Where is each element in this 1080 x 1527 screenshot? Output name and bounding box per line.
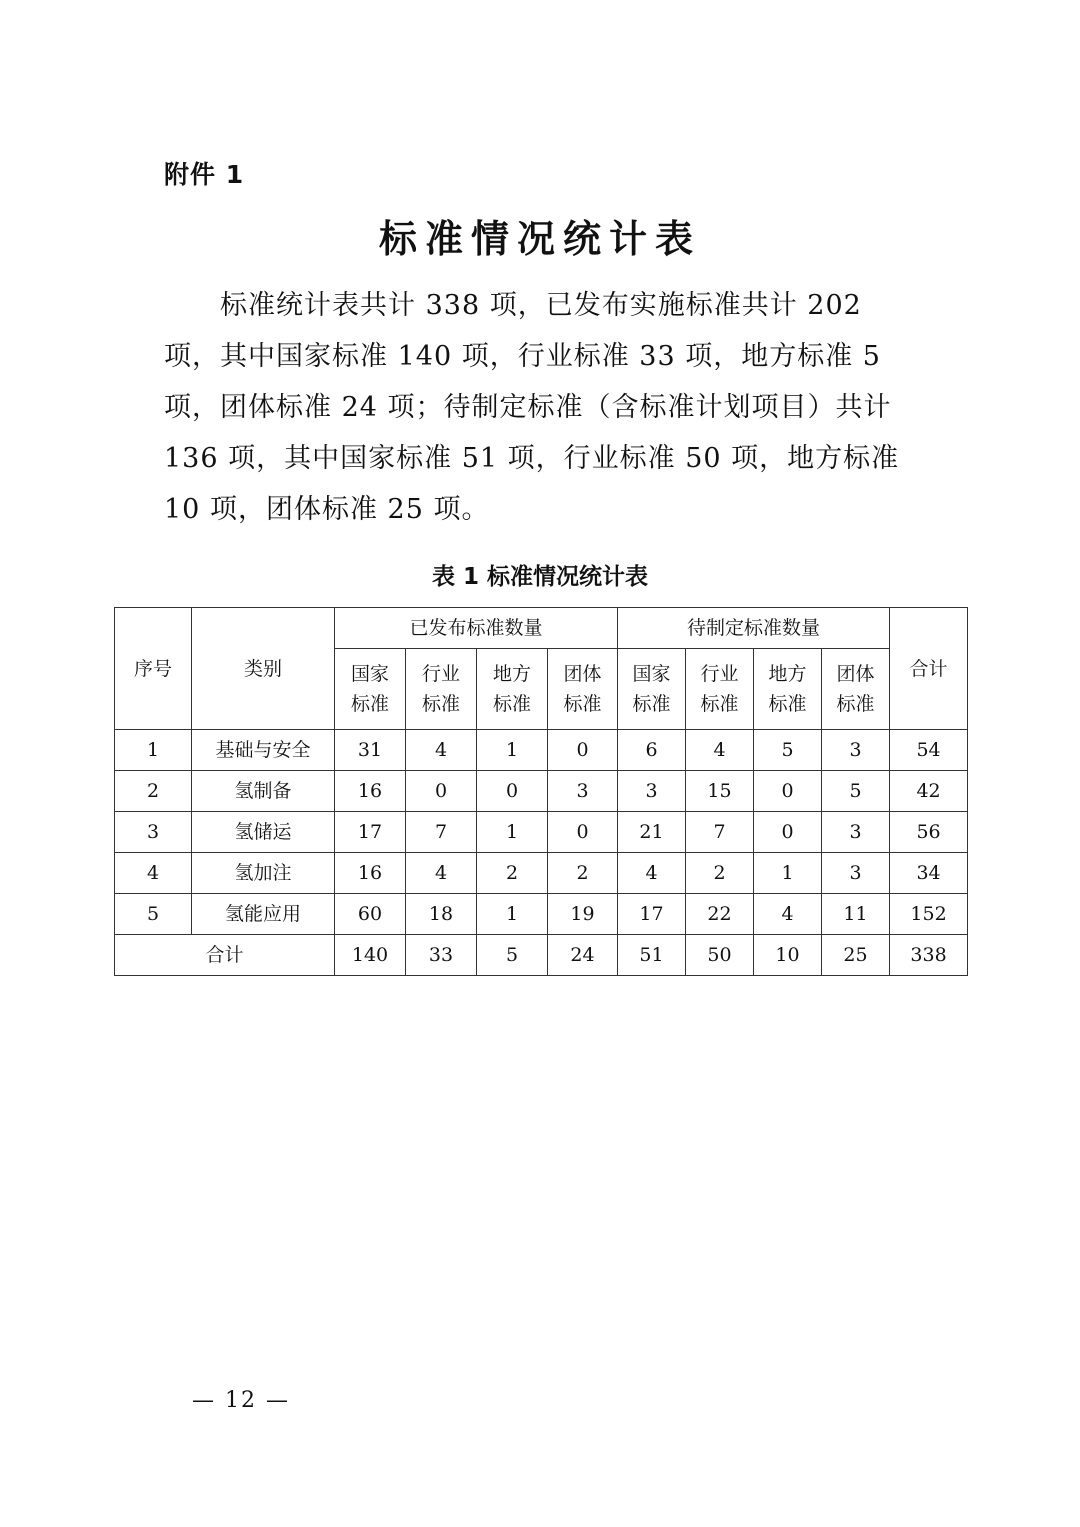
cell: 17 [618,894,686,935]
summary-paragraph: 标准统计表共计 338 项，已发布实施标准共计 202 项，其中国家标准 140 项，行业标准 33 项，地方标准 5 项，团体标准 24 项；待制定标准（含标准计划项目）共计 136 项，其中国家标准 51 项，行业标准 50 项，地方标准 10 项，团体标准 25 项。 [164,290,900,525]
cell: 4 [406,730,477,771]
cell: 140 [335,935,406,976]
table-row [115,853,968,894]
cell: 1 [477,812,548,853]
header-pending-industry: 行业 标准 [686,649,754,730]
cell: 24 [548,935,618,976]
row-category: 基础与安全 [192,730,335,771]
table-header-row-1 [115,608,968,649]
cell: 0 [477,771,548,812]
row-total: 54 [890,730,968,771]
cell: 2 [686,853,754,894]
row-seq: 1 [115,730,192,771]
cell: 2 [477,853,548,894]
header-published-local: 地方 标准 [477,649,548,730]
cell: 21 [618,812,686,853]
cell: 0 [754,771,822,812]
cell: 4 [406,853,477,894]
cell: 17 [335,812,406,853]
row-category: 氢制备 [192,771,335,812]
cell: 1 [477,730,548,771]
grand-total: 338 [890,935,968,976]
cell: 50 [686,935,754,976]
cell: 33 [406,935,477,976]
row-seq: 4 [115,853,192,894]
attachment-label: 附件 1 [164,160,245,189]
cell: 5 [754,730,822,771]
cell: 3 [618,771,686,812]
cell: 6 [618,730,686,771]
cell: 4 [618,853,686,894]
cell: 2 [548,853,618,894]
row-total: 42 [890,771,968,812]
row-total: 56 [890,812,968,853]
cell: 3 [548,771,618,812]
cell: 0 [548,730,618,771]
header-pending-group-std: 团体 标准 [822,649,890,730]
header-pending-group: 待制定标准数量 [618,608,890,649]
header-pending-local: 地方 标准 [754,649,822,730]
header-pending-national: 国家 标准 [618,649,686,730]
cell: 0 [406,771,477,812]
row-seq: 5 [115,894,192,935]
cell: 4 [754,894,822,935]
cell: 1 [754,853,822,894]
page-number: — 12 — [192,1388,290,1413]
table-row [115,771,968,812]
cell: 3 [822,730,890,771]
cell: 31 [335,730,406,771]
statistics-table [114,607,968,976]
cell: 22 [686,894,754,935]
header-published-national: 国家 标准 [335,649,406,730]
row-total: 152 [890,894,968,935]
cell: 16 [335,853,406,894]
table-row [115,730,968,771]
cell: 16 [335,771,406,812]
table-row [115,894,968,935]
total-row-label: 合计 [115,935,335,976]
header-published-group: 已发布标准数量 [335,608,618,649]
cell: 51 [618,935,686,976]
cell: 19 [548,894,618,935]
header-published-industry: 行业 标准 [406,649,477,730]
header-category: 类别 [192,608,335,730]
header-published-group-std: 团体 标准 [548,649,618,730]
header-total: 合计 [890,608,968,730]
cell: 0 [548,812,618,853]
table-row [115,812,968,853]
table-total-row [115,935,968,976]
cell: 5 [477,935,548,976]
row-total: 34 [890,853,968,894]
row-category: 氢能应用 [192,894,335,935]
cell: 60 [335,894,406,935]
cell: 7 [406,812,477,853]
header-seq: 序号 [115,608,192,730]
cell: 5 [822,771,890,812]
cell: 3 [822,812,890,853]
cell: 25 [822,935,890,976]
cell: 0 [754,812,822,853]
cell: 15 [686,771,754,812]
cell: 11 [822,894,890,935]
cell: 3 [822,853,890,894]
cell: 7 [686,812,754,853]
cell: 18 [406,894,477,935]
document-title: 标准情况统计表 [378,216,701,261]
cell: 4 [686,730,754,771]
table-caption: 表 1 标准情况统计表 [431,564,649,590]
row-category: 氢加注 [192,853,335,894]
row-seq: 2 [115,771,192,812]
row-seq: 3 [115,812,192,853]
cell: 10 [754,935,822,976]
cell: 1 [477,894,548,935]
row-category: 氢储运 [192,812,335,853]
